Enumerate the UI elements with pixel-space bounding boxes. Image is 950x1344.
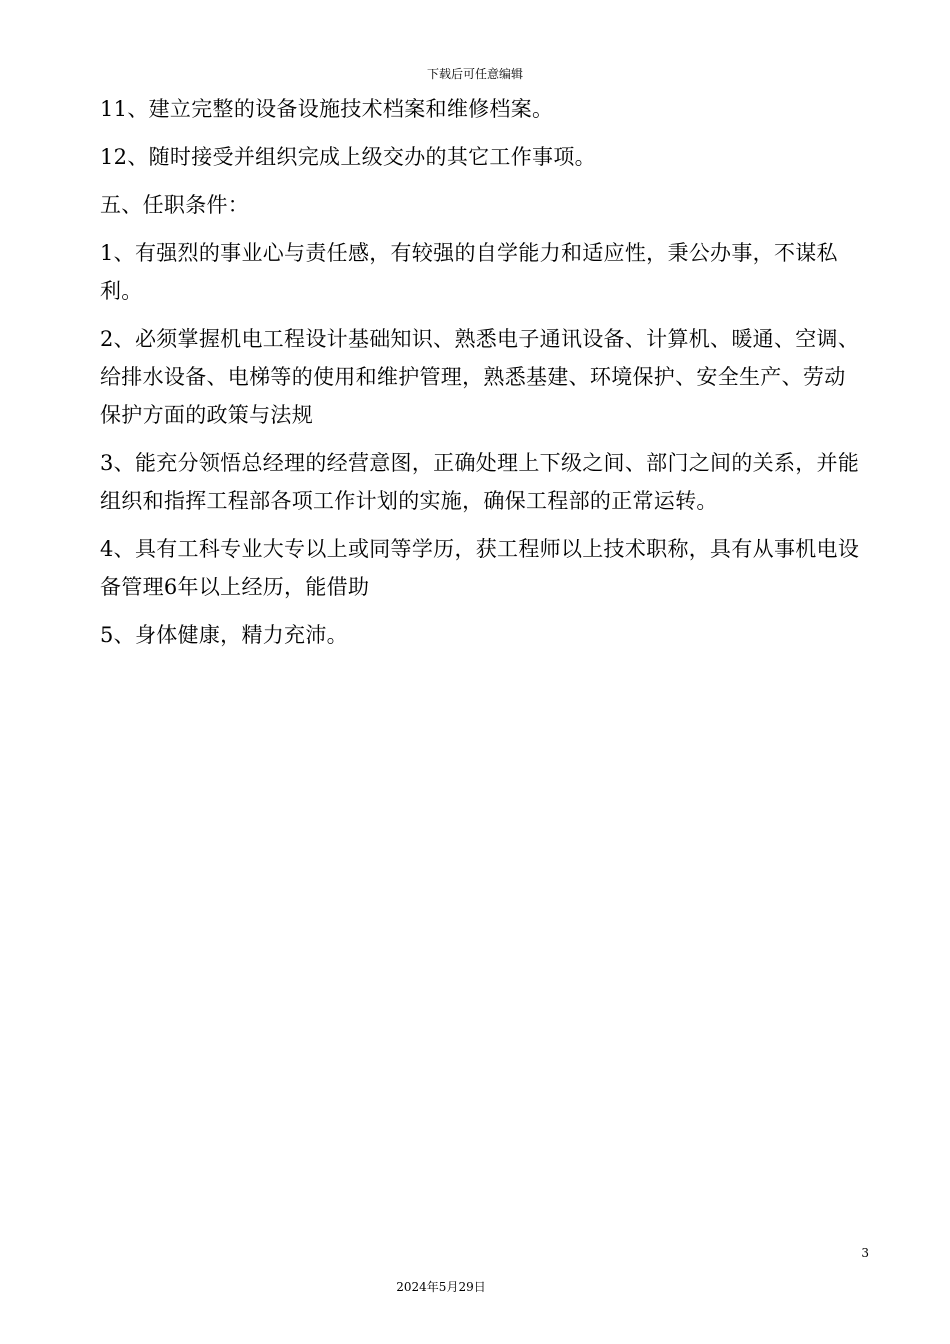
section-heading-qualifications: 五、任职条件： [100, 193, 250, 217]
page-header: 下载后可任意编辑 [426, 67, 523, 81]
qualification-item-1: 1、有强烈的事业心与责任感，有较强的自学能力和适应性，秉公办事，不谋私利。 [100, 241, 838, 303]
qualification-item-4: 4、具有工科专业大专以上或同等学历，获工程师以上技术职称，具有从事机电设备管理6年以上经历，能借助 [100, 537, 860, 599]
qualification-item-2: 2、必须掌握机电工程设计基础知识、熟悉电子通讯设备、计算机、暖通、空调、给排水设备、电梯等的使用和维护管理，熟悉基建、环境保护、安全生产、劳动保护方面的政策与法规 [100, 327, 860, 427]
document-body [100, 90, 866, 664]
qualification-item-3: 3、能充分领悟总经理的经营意图，正确处理上下级之间、部门之间的关系，并能组织和指挥工程部各项工作计划的实施，确保工程部的正常运转。 [100, 451, 860, 513]
duty-item-12: 12、随时接受并组织完成上级交办的其它工作事项。 [100, 145, 596, 169]
page-number: 3 [861, 1246, 869, 1260]
footer-date: 2024年5月29日 [396, 1280, 486, 1294]
duty-item-11: 11、建立完整的设备设施技术档案和维修档案。 [100, 97, 554, 121]
qualification-item-5: 5、身体健康，精力充沛。 [100, 623, 348, 647]
